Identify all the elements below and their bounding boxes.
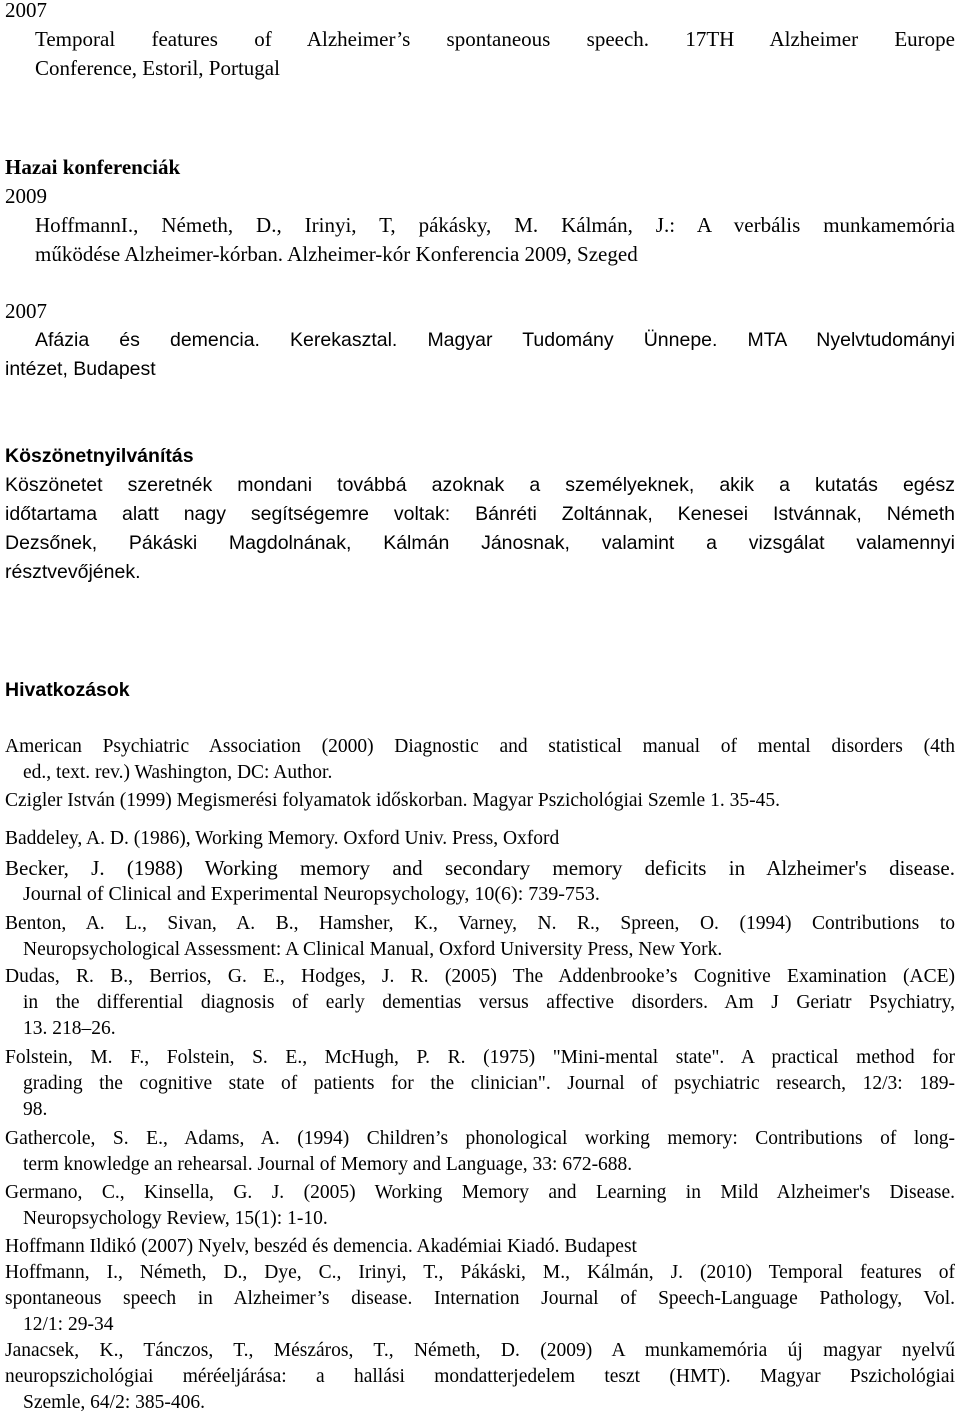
reference-line: Neuropsychological Assessment: A Clinical Manual, Oxford University Press, New York. bbox=[23, 939, 723, 960]
domestic-year-2007: 2007 bbox=[5, 299, 47, 323]
references-heading: Hivatkozások bbox=[5, 679, 130, 701]
domestic-entry-1-line-1: HoffmannI., Németh, D., Irinyi, T, pákásky, M. Kálmán, J.: A verbális munkamemória bbox=[35, 213, 955, 237]
reference-item bbox=[5, 1260, 955, 1338]
reference-line: Neuropsychology Review, 15(1): 1-10. bbox=[23, 1208, 328, 1229]
reference-line: Baddeley, A. D. (1986), Working Memory. Oxford Univ. Press, Oxford bbox=[5, 828, 560, 849]
domestic-entry-2-line-1: Afázia és demencia. Kerekasztal. Magyar Tudomány Ünnepe. MTA Nyelvtudományi bbox=[35, 329, 955, 351]
reference-line: ed., text. rev.) Washington, DC: Author. bbox=[23, 762, 333, 783]
reference-item bbox=[5, 1338, 955, 1416]
reference-item bbox=[5, 964, 955, 1042]
acknowledgement-line-4: résztvevőjének. bbox=[5, 561, 141, 583]
reference-item bbox=[5, 911, 955, 963]
reference-item bbox=[5, 855, 955, 907]
reference-line: 13. 218–26. bbox=[23, 1018, 116, 1039]
reference-item bbox=[5, 1180, 955, 1232]
reference-item bbox=[5, 1045, 955, 1123]
reference-line: neuropszichológiai méréeljárása: a hallási mondatterjedelem teszt (HMT). Magyar Pszichológiai bbox=[5, 1366, 955, 1387]
reference-item bbox=[5, 1234, 955, 1260]
reference-line: Benton, A. L., Sivan, A. B., Hamsher, K., Varney, N. R., Spreen, O. (1994) Contributions to bbox=[5, 913, 955, 934]
reference-line: grading the cognitive state of patients for the clinician". Journal of psychiatric research, 12/3: 189- bbox=[23, 1073, 955, 1094]
intl-entry-line-1: Temporal features of Alzheimer’s spontaneous speech. 17TH Alzheimer Europe bbox=[35, 27, 955, 51]
domestic-entry-1-line-2: működése Alzheimer-kórban. Alzheimer-kór Konferencia 2009, Szeged bbox=[35, 242, 638, 266]
reference-line: Germano, C., Kinsella, G. J. (2005) Working Memory and Learning in Mild Alzheimer's Disease. bbox=[5, 1182, 955, 1203]
reference-line: Szemle, 64/2: 385-406. bbox=[23, 1392, 205, 1413]
reference-line: Becker, J. (1988) Working memory and secondary memory deficits in Alzheimer's disease. bbox=[5, 856, 955, 880]
acknowledgement-section bbox=[5, 442, 955, 587]
references-heading-block bbox=[5, 676, 955, 705]
domestic-year-2009: 2009 bbox=[5, 184, 47, 208]
reference-line: Journal of Clinical and Experimental Neuropsychology, 10(6): 739-753. bbox=[23, 883, 600, 905]
reference-item bbox=[5, 826, 955, 852]
reference-item bbox=[5, 734, 955, 786]
domestic-2007-entry bbox=[5, 297, 955, 384]
reference-item bbox=[5, 788, 955, 814]
reference-line: Folstein, M. F., Folstein, S. E., McHugh, P. R. (1975) "Mini-mental state". A practical method for bbox=[5, 1047, 955, 1068]
intl-conference-entry bbox=[5, 0, 955, 83]
reference-line: spontaneous speech in Alzheimer’s disease. Internation Journal of Speech-Language Pathology, Vol. bbox=[5, 1288, 955, 1309]
domestic-conferences-section bbox=[5, 153, 955, 269]
reference-line: Hoffmann, I., Németh, D., Dye, C., Irinyi, T., Pákáski, M., Kálmán, J. (2010) Temporal features of bbox=[5, 1262, 955, 1283]
reference-line: in the differential diagnosis of early dementias versus affective disorders. Am J Geriatr Psychiatry, bbox=[23, 992, 955, 1013]
intl-entry-line-2: Conference, Estoril, Portugal bbox=[35, 56, 280, 80]
acknowledgement-line-1: Köszönetet szeretnék mondani továbbá azoknak a személyeknek, akik a kutatás egész bbox=[5, 474, 955, 496]
reference-line: Gathercole, S. E., Adams, A. (1994) Children’s phonological working memory: Contributions of long- bbox=[5, 1128, 955, 1149]
domestic-heading: Hazai konferenciák bbox=[5, 155, 181, 179]
reference-line: Hoffmann Ildikó (2007) Nyelv, beszéd és demencia. Akadémiai Kiadó. Budapest bbox=[5, 1236, 637, 1257]
domestic-entry-2-line-2: intézet, Budapest bbox=[5, 358, 156, 380]
acknowledgement-line-3: Dezsőnek, Pákáski Magdolnának, Kálmán Jánosnak, valamint a vizsgálat valamennyi bbox=[5, 532, 955, 554]
intl-year: 2007 bbox=[5, 0, 47, 22]
reference-line: Dudas, R. B., Berrios, G. E., Hodges, J. R. (2005) The Addenbrooke’s Cognitive Examination (ACE) bbox=[5, 966, 955, 987]
reference-line: 12/1: 29-34 bbox=[23, 1314, 114, 1335]
reference-line: term knowledge an rehearsal. Journal of Memory and Language, 33: 672-688. bbox=[23, 1154, 633, 1175]
reference-line: 98. bbox=[23, 1099, 48, 1120]
acknowledgement-heading: Köszönetnyilvánítás bbox=[5, 445, 194, 467]
reference-item bbox=[5, 1126, 955, 1178]
reference-line: Czigler István (1999) Megismerési folyamatok időskorban. Magyar Pszichológiai Szemle 1. 35-45. bbox=[5, 790, 780, 811]
reference-line: American Psychiatric Association (2000) Diagnostic and statistical manual of mental disorders (4th bbox=[5, 736, 955, 757]
acknowledgement-line-2: időtartama alatt nagy segítségemre voltak: Bánréti Zoltánnak, Kenesei Istvánnak, Németh bbox=[5, 503, 955, 525]
reference-line: Janacsek, K., Tánczos, T., Mészáros, T., Németh, D. (2009) A munkamemória új magyar nyelvű bbox=[5, 1340, 955, 1361]
